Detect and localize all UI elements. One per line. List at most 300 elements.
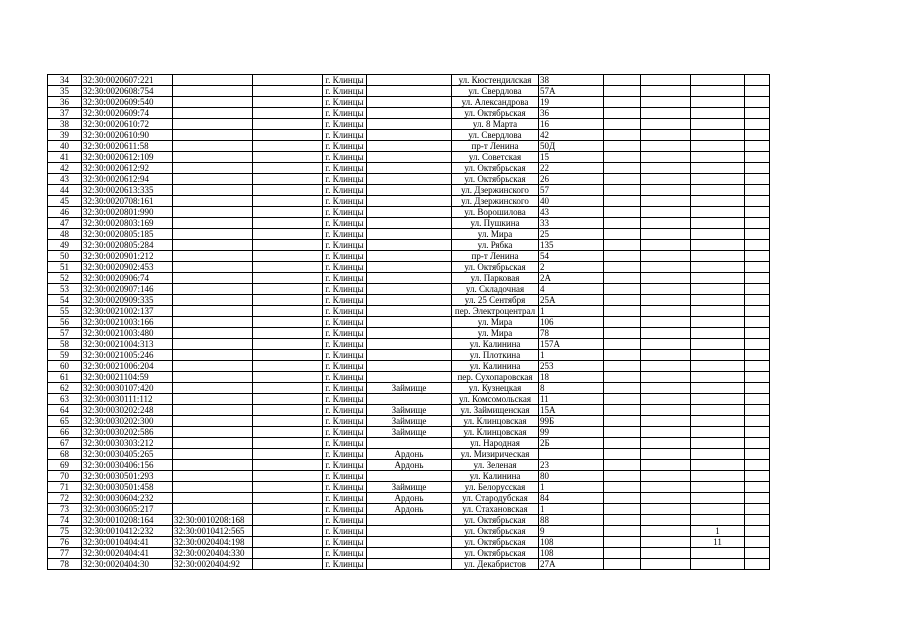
table-row [48, 295, 770, 306]
house-number-cell: 22 [539, 163, 604, 174]
col-9-cell [604, 295, 641, 306]
cadastral-number-2-cell [173, 185, 253, 196]
col-10-cell [641, 262, 691, 273]
col-9-cell [604, 273, 641, 284]
table-row [48, 152, 770, 163]
cadastral-number-cell: 32:30:0030202:248 [82, 405, 173, 416]
col-11-cell [691, 185, 745, 196]
col-4-cell [253, 482, 323, 493]
col-10-cell [641, 438, 691, 449]
row-number-cell: 38 [48, 119, 82, 130]
locality-cell [367, 394, 452, 405]
col-11-cell [691, 251, 745, 262]
col-11-cell [691, 152, 745, 163]
col-10-cell [641, 207, 691, 218]
col-9-cell [604, 75, 641, 86]
col-4-cell [253, 416, 323, 427]
col-11-cell [691, 460, 745, 471]
cadastral-number-cell: 32:30:0020801:990 [82, 207, 173, 218]
street-cell: пер. Электроцентрал [452, 306, 539, 317]
house-number-cell: 78 [539, 328, 604, 339]
col-12-cell [745, 240, 770, 251]
city-cell: г. Клинцы [323, 416, 367, 427]
col-12-cell [745, 383, 770, 394]
house-number-cell: 42 [539, 130, 604, 141]
cadastral-number-2-cell [173, 394, 253, 405]
col-11-cell [691, 240, 745, 251]
house-number-cell: 108 [539, 537, 604, 548]
locality-cell [367, 559, 452, 570]
col-9-cell [604, 482, 641, 493]
col-4-cell [253, 196, 323, 207]
house-number-cell: 54 [539, 251, 604, 262]
locality-cell [367, 185, 452, 196]
locality-cell [367, 306, 452, 317]
city-cell: г. Клинцы [323, 240, 367, 251]
row-number-cell: 44 [48, 185, 82, 196]
street-cell: ул. Зеленая [452, 460, 539, 471]
col-9-cell [604, 526, 641, 537]
col-12-cell [745, 130, 770, 141]
locality-cell [367, 152, 452, 163]
col-12-cell [745, 427, 770, 438]
col-9-cell [604, 86, 641, 97]
house-number-cell: 157А [539, 339, 604, 350]
col-4-cell [253, 328, 323, 339]
locality-cell [367, 163, 452, 174]
house-number-cell: 4 [539, 284, 604, 295]
row-number-cell: 63 [48, 394, 82, 405]
col-9-cell [604, 174, 641, 185]
col-9-cell [604, 196, 641, 207]
col-4-cell [253, 185, 323, 196]
locality-cell [367, 350, 452, 361]
cadastral-number-cell: 32:30:0020906:74 [82, 273, 173, 284]
row-number-cell: 71 [48, 482, 82, 493]
col-4-cell [253, 350, 323, 361]
city-cell: г. Клинцы [323, 350, 367, 361]
col-10-cell [641, 284, 691, 295]
locality-cell [367, 218, 452, 229]
col-4-cell [253, 251, 323, 262]
street-cell: ул. Октябрьская [452, 174, 539, 185]
city-cell: г. Клинцы [323, 163, 367, 174]
cadastral-number-cell: 32:30:0010208:164 [82, 515, 173, 526]
cadastral-number-cell: 32:30:0020610:72 [82, 119, 173, 130]
city-cell: г. Клинцы [323, 196, 367, 207]
col-12-cell [745, 262, 770, 273]
street-cell: ул. Калинина [452, 471, 539, 482]
locality-cell [367, 295, 452, 306]
cadastral-number-cell: 32:30:0030405:265 [82, 449, 173, 460]
cadastral-number-2-cell [173, 163, 253, 174]
col-9-cell [604, 207, 641, 218]
cadastral-number-2-cell [173, 119, 253, 130]
cadastral-number-cell: 32:30:0020805:185 [82, 229, 173, 240]
col-4-cell [253, 295, 323, 306]
col-12-cell [745, 537, 770, 548]
cadastral-number-cell: 32:30:0021004:313 [82, 339, 173, 350]
house-number-cell: 43 [539, 207, 604, 218]
table-row [48, 383, 770, 394]
city-cell: г. Клинцы [323, 306, 367, 317]
cadastral-number-2-cell [173, 295, 253, 306]
col-10-cell [641, 449, 691, 460]
street-cell: ул. Пушкина [452, 218, 539, 229]
table-row [48, 537, 770, 548]
locality-cell [367, 284, 452, 295]
col-9-cell [604, 460, 641, 471]
table-row [48, 306, 770, 317]
cadastral-number-2-cell [173, 339, 253, 350]
street-cell: ул. Свердлова [452, 130, 539, 141]
table-row [48, 130, 770, 141]
col-10-cell [641, 240, 691, 251]
street-cell: пр-т Ленина [452, 251, 539, 262]
col-4-cell [253, 394, 323, 405]
col-10-cell [641, 163, 691, 174]
col-12-cell [745, 548, 770, 559]
cadastral-number-cell: 32:30:0030605:217 [82, 504, 173, 515]
table-row [48, 97, 770, 108]
col-9-cell [604, 163, 641, 174]
city-cell: г. Клинцы [323, 526, 367, 537]
col-9-cell [604, 130, 641, 141]
col-10-cell [641, 141, 691, 152]
cadastral-number-2-cell [173, 75, 253, 86]
locality-cell [367, 339, 452, 350]
col-10-cell [641, 339, 691, 350]
col-4-cell [253, 405, 323, 416]
row-number-cell: 51 [48, 262, 82, 273]
cadastral-number-2-cell [173, 405, 253, 416]
cadastral-number-2-cell [173, 152, 253, 163]
house-number-cell: 99 [539, 427, 604, 438]
table-row [48, 284, 770, 295]
house-number-cell: 38 [539, 75, 604, 86]
col-10-cell [641, 383, 691, 394]
col-11-cell [691, 262, 745, 273]
house-number-cell: 57 [539, 185, 604, 196]
city-cell: г. Клинцы [323, 185, 367, 196]
locality-cell [367, 174, 452, 185]
cadastral-number-2-cell [173, 427, 253, 438]
col-12-cell [745, 559, 770, 570]
house-number-cell [539, 449, 604, 460]
col-10-cell [641, 537, 691, 548]
cadastral-number-cell: 32:30:0020805:284 [82, 240, 173, 251]
house-number-cell: 108 [539, 548, 604, 559]
table-row [48, 317, 770, 328]
cadastral-number-2-cell [173, 273, 253, 284]
street-cell: ул. 8 Марта [452, 119, 539, 130]
table-row [48, 328, 770, 339]
house-number-cell: 57А [539, 86, 604, 97]
locality-cell [367, 240, 452, 251]
col-10-cell [641, 482, 691, 493]
street-cell: ул. Советская [452, 152, 539, 163]
city-cell: г. Клинцы [323, 339, 367, 350]
house-number-cell: 99Б [539, 416, 604, 427]
col-11-cell [691, 449, 745, 460]
col-4-cell [253, 163, 323, 174]
col-10-cell [641, 174, 691, 185]
table-row [48, 174, 770, 185]
col-10-cell [641, 86, 691, 97]
street-cell: ул. Калинина [452, 339, 539, 350]
col-12-cell [745, 251, 770, 262]
street-cell: пер. Сухопаровская [452, 372, 539, 383]
col-4-cell [253, 207, 323, 218]
house-number-cell: 253 [539, 361, 604, 372]
row-number-cell: 46 [48, 207, 82, 218]
city-cell: г. Клинцы [323, 504, 367, 515]
city-cell: г. Клинцы [323, 471, 367, 482]
col-12-cell [745, 350, 770, 361]
col-9-cell [604, 152, 641, 163]
col-10-cell [641, 559, 691, 570]
city-cell: г. Клинцы [323, 130, 367, 141]
house-number-cell: 1 [539, 482, 604, 493]
row-number-cell: 56 [48, 317, 82, 328]
col-12-cell [745, 141, 770, 152]
table-row [48, 240, 770, 251]
row-number-cell: 58 [48, 339, 82, 350]
cadastral-number-cell: 32:30:0020612:109 [82, 152, 173, 163]
locality-cell [367, 438, 452, 449]
table-row [48, 416, 770, 427]
cadastral-number-2-cell: 32:30:0020404:92 [173, 559, 253, 570]
city-cell: г. Клинцы [323, 460, 367, 471]
col-11-cell [691, 350, 745, 361]
property-table [47, 74, 770, 570]
cadastral-number-cell: 32:30:0010412:232 [82, 526, 173, 537]
row-number-cell: 34 [48, 75, 82, 86]
cadastral-number-cell: 32:30:0020901:212 [82, 251, 173, 262]
row-number-cell: 43 [48, 174, 82, 185]
table-row [48, 218, 770, 229]
cadastral-number-2-cell [173, 493, 253, 504]
table-row [48, 449, 770, 460]
locality-cell: Займище [367, 427, 452, 438]
col-10-cell [641, 493, 691, 504]
table-row [48, 460, 770, 471]
city-cell: г. Клинцы [323, 218, 367, 229]
col-4-cell [253, 229, 323, 240]
col-9-cell [604, 493, 641, 504]
city-cell: г. Клинцы [323, 493, 367, 504]
col-11-cell [691, 328, 745, 339]
row-number-cell: 53 [48, 284, 82, 295]
cadastral-number-2-cell [173, 229, 253, 240]
col-11-cell [691, 559, 745, 570]
house-number-cell: 1 [539, 306, 604, 317]
street-cell: ул. Декабристов [452, 559, 539, 570]
cadastral-number-2-cell [173, 383, 253, 394]
house-number-cell: 15А [539, 405, 604, 416]
row-number-cell: 35 [48, 86, 82, 97]
row-number-cell: 66 [48, 427, 82, 438]
col-9-cell [604, 504, 641, 515]
col-11-cell: 11 [691, 537, 745, 548]
col-10-cell [641, 372, 691, 383]
col-11-cell [691, 174, 745, 185]
cadastral-number-cell: 32:30:0020611:58 [82, 141, 173, 152]
street-cell: ул. Кузнецкая [452, 383, 539, 394]
row-number-cell: 73 [48, 504, 82, 515]
city-cell: г. Клинцы [323, 383, 367, 394]
col-4-cell [253, 174, 323, 185]
col-9-cell [604, 383, 641, 394]
cadastral-number-2-cell [173, 251, 253, 262]
street-cell: ул. Клинцовская [452, 427, 539, 438]
street-cell: ул. Октябрьская [452, 526, 539, 537]
cadastral-number-cell: 32:30:0030111:112 [82, 394, 173, 405]
cadastral-number-2-cell [173, 97, 253, 108]
house-number-cell: 1 [539, 350, 604, 361]
col-11-cell [691, 493, 745, 504]
cadastral-number-cell: 32:30:0020610:90 [82, 130, 173, 141]
locality-cell [367, 251, 452, 262]
row-number-cell: 55 [48, 306, 82, 317]
table-row [48, 526, 770, 537]
table-row [48, 394, 770, 405]
cadastral-number-2-cell [173, 504, 253, 515]
col-11-cell [691, 273, 745, 284]
col-10-cell [641, 273, 691, 284]
col-12-cell [745, 163, 770, 174]
col-11-cell [691, 284, 745, 295]
street-cell: ул. 25 Сентября [452, 295, 539, 306]
col-10-cell [641, 75, 691, 86]
locality-cell [367, 328, 452, 339]
cadastral-number-2-cell [173, 350, 253, 361]
document-page [47, 74, 770, 570]
table-row [48, 493, 770, 504]
cadastral-number-2-cell [173, 361, 253, 372]
table-row [48, 427, 770, 438]
row-number-cell: 76 [48, 537, 82, 548]
col-4-cell [253, 97, 323, 108]
table-row [48, 504, 770, 515]
col-4-cell [253, 515, 323, 526]
col-12-cell [745, 471, 770, 482]
col-10-cell [641, 427, 691, 438]
col-11-cell [691, 548, 745, 559]
house-number-cell: 16 [539, 119, 604, 130]
city-cell: г. Клинцы [323, 207, 367, 218]
col-10-cell [641, 196, 691, 207]
col-4-cell [253, 130, 323, 141]
table-row [48, 262, 770, 273]
cadastral-number-cell: 32:30:0030303:212 [82, 438, 173, 449]
col-12-cell [745, 119, 770, 130]
col-10-cell [641, 394, 691, 405]
col-4-cell [253, 537, 323, 548]
house-number-cell: 11 [539, 394, 604, 405]
col-12-cell [745, 449, 770, 460]
cadastral-number-2-cell [173, 196, 253, 207]
col-9-cell [604, 350, 641, 361]
col-11-cell [691, 482, 745, 493]
cadastral-number-cell: 32:30:0030202:300 [82, 416, 173, 427]
street-cell: ул. Мизирическая [452, 449, 539, 460]
locality-cell [367, 273, 452, 284]
street-cell: ул. Рябка [452, 240, 539, 251]
cadastral-number-cell: 32:30:0030501:293 [82, 471, 173, 482]
col-10-cell [641, 306, 691, 317]
col-12-cell [745, 416, 770, 427]
col-11-cell [691, 295, 745, 306]
row-number-cell: 78 [48, 559, 82, 570]
col-12-cell [745, 526, 770, 537]
city-cell: г. Клинцы [323, 438, 367, 449]
cadastral-number-cell: 32:30:0030604:232 [82, 493, 173, 504]
col-12-cell [745, 405, 770, 416]
cadastral-number-2-cell [173, 372, 253, 383]
cadastral-number-cell: 32:30:0020609:74 [82, 108, 173, 119]
col-9-cell [604, 262, 641, 273]
table-row [48, 185, 770, 196]
cadastral-number-cell: 32:30:0021003:480 [82, 328, 173, 339]
row-number-cell: 49 [48, 240, 82, 251]
street-cell: ул. Свердлова [452, 86, 539, 97]
street-cell: ул. Октябрьская [452, 548, 539, 559]
cadastral-number-2-cell [173, 438, 253, 449]
street-cell: ул. Октябрьская [452, 108, 539, 119]
col-11-cell [691, 317, 745, 328]
locality-cell: Ардонь [367, 493, 452, 504]
street-cell: ул. Займищенская [452, 405, 539, 416]
house-number-cell: 88 [539, 515, 604, 526]
col-12-cell [745, 218, 770, 229]
city-cell: г. Клинцы [323, 361, 367, 372]
locality-cell: Займище [367, 416, 452, 427]
col-9-cell [604, 427, 641, 438]
row-number-cell: 57 [48, 328, 82, 339]
city-cell: г. Клинцы [323, 317, 367, 328]
cadastral-number-cell: 32:30:0020907:146 [82, 284, 173, 295]
locality-cell [367, 526, 452, 537]
col-11-cell [691, 141, 745, 152]
col-12-cell [745, 504, 770, 515]
cadastral-number-cell: 32:30:0020404:41 [82, 548, 173, 559]
house-number-cell: 135 [539, 240, 604, 251]
col-4-cell [253, 339, 323, 350]
row-number-cell: 40 [48, 141, 82, 152]
col-10-cell [641, 504, 691, 515]
locality-cell [367, 471, 452, 482]
locality-cell [367, 548, 452, 559]
city-cell: г. Клинцы [323, 152, 367, 163]
col-10-cell [641, 108, 691, 119]
cadastral-number-2-cell [173, 218, 253, 229]
cadastral-number-cell: 32:30:0021005:246 [82, 350, 173, 361]
col-10-cell [641, 328, 691, 339]
locality-cell: Ардонь [367, 504, 452, 515]
col-12-cell [745, 207, 770, 218]
row-number-cell: 45 [48, 196, 82, 207]
cadastral-number-cell: 32:30:0020708:161 [82, 196, 173, 207]
locality-cell [367, 75, 452, 86]
street-cell: ул. Октябрьская [452, 515, 539, 526]
city-cell: г. Клинцы [323, 482, 367, 493]
street-cell: ул. Складочная [452, 284, 539, 295]
locality-cell [367, 515, 452, 526]
locality-cell [367, 207, 452, 218]
house-number-cell: 2А [539, 273, 604, 284]
street-cell: ул. Кюстендилская [452, 75, 539, 86]
